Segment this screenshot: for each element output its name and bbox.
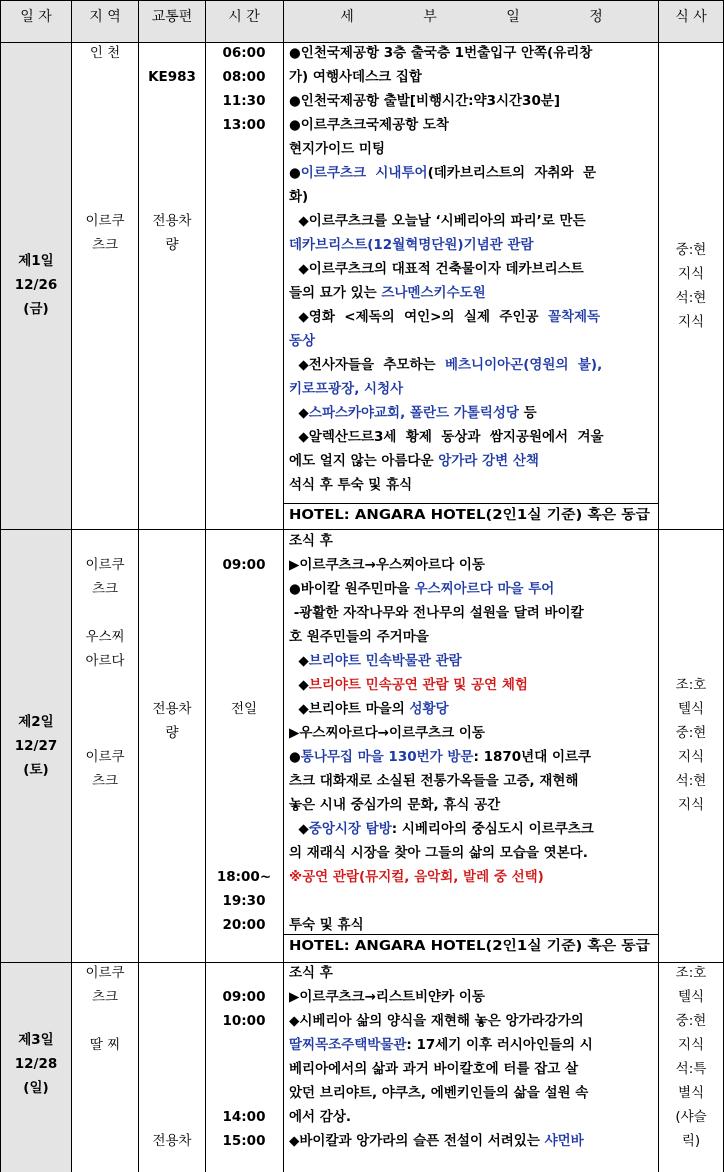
detail-segment: 화) [289,189,309,205]
detail-segment: 들의 묘가 있는 [289,285,382,301]
day2-region-1b: 츠크 [91,581,119,597]
day3-region-2: 딸 찌 [89,1037,121,1053]
detail-segment: 현지가이드 미팅 [289,141,385,157]
detail-line [289,820,595,837]
header-detail-1: 세 [340,9,354,25]
detail-line [289,532,334,549]
detail-segment: 우스찌아르다 마을 투어 [414,581,555,597]
day1-time-1: 06:00 [222,45,266,61]
detail-line [289,604,585,621]
detail-segment: ◆ [289,677,309,693]
header-detail-3: 일 [506,9,520,25]
detail-line [289,580,554,597]
day2-region-1a: 이르쿠 [85,557,125,573]
detail-segment: ● [289,749,301,765]
header-meal: 식 사 [675,9,707,25]
detail-line [289,988,486,1005]
detail-segment: ●인천국제공항 출발[비행시간:약3시간30분] [289,93,561,109]
detail-segment: ◆ [289,821,309,837]
day2-time-3a: 18:00~ [216,869,272,885]
day2-region-3a: 이르쿠 [85,749,125,765]
day1-meal-3: 석:현 [675,290,707,306]
header-date: 일 자 [20,9,52,25]
detail-line [289,452,539,469]
detail-segment: ◆알렉산드르3세 황제 동상과 쌈지공원에서 겨울 [289,429,604,445]
day3-meal-3: 중:현 [675,1013,707,1029]
day2-meal-2: 텔식 [677,701,705,717]
detail-line [289,1012,584,1029]
day2-meal-4: 지식 [677,749,705,765]
detail-segment: ◆이르쿠츠크의 대표적 건축물이자 데카브리스트 [289,261,584,277]
day2-weekday: (토) [23,762,49,778]
day3-weekday: (일) [23,1080,49,1096]
day1-meal-2: 지식 [677,266,705,282]
day2-date: 12/27 [14,738,58,754]
day2-time-3b: 19:30 [222,893,266,909]
detail-line [289,260,585,277]
detail-line [289,1132,585,1149]
detail-line [289,428,605,445]
day3-meal-8: 릭) [681,1133,701,1149]
date-column-background [1,42,71,1172]
detail-line [289,1036,593,1053]
detail-segment: 았던 브리야트, 야쿠츠, 에벤키인들의 삶을 설원 속 [289,1085,589,1101]
detail-segment: ▶이르쿠츠크→우스찌아르다 이동 [289,557,485,573]
day1-region-2b: 츠크 [91,237,119,253]
day2-hotel: HOTEL: ANGARA HOTEL(2인1실 기준) 혹은 동급 [289,938,618,954]
day2-meal-3: 중:현 [675,725,707,741]
day2-time-1: 09:00 [222,557,266,573]
day3-meal-2: 텔식 [677,989,705,1005]
day3-time-2a: 14:00 [222,1109,266,1125]
detail-line [289,164,597,181]
detail-segment: ◆ [289,653,309,669]
detail-segment: 호 원주민들의 주거마을 [289,629,429,645]
day1-time-4: 13:00 [222,117,266,133]
detail-segment: 스파스카야교회, 폴란드 가톨릭성당 [308,405,519,421]
detail-segment: 베리아에서의 삶과 과거 바이칼호에 터를 잡고 살 [289,1061,579,1077]
detail-segment: 투숙 및 휴식 [289,917,364,933]
day3-day: 제3일 [18,1032,54,1048]
detail-line [288,772,578,789]
day2-time-3c: 20:00 [222,917,266,933]
detail-segment: ● [289,165,301,181]
detail-line [288,796,501,813]
detail-segment: 브리야트 민속박물관 관람 [308,653,462,669]
detail-segment: 데카브리스트(12월혁명단원)기념관 관람 [289,237,534,253]
detail-segment: ●이르쿠츠크국제공항 도착 [289,117,449,133]
detail-segment: 중앙시장 탐방 [308,821,392,837]
day1-region-1: 인 천 [89,45,121,61]
detail-segment: ◆ [289,405,309,421]
header-transport: 교통편 [151,9,193,25]
detail-line [289,628,430,645]
detail-line [289,700,450,717]
detail-segment: ●인천국제공항 3층 출국층 1번출입구 안쪽(유리창 [289,45,593,61]
detail-segment: 조식 후 [289,965,333,981]
detail-segment: ●바이칼 원주민마을 [289,581,415,597]
day2-region-3b: 츠크 [91,773,119,789]
detail-segment: : 시베리아의 중심도시 이르쿠츠크 [391,821,594,837]
day2-region-2b: 아르다 [85,653,125,669]
detail-segment: 딸찌목조주택박물관 [289,1037,407,1053]
day1-region-2a: 이르쿠 [85,213,125,229]
day1-day: 제1일 [18,253,54,269]
detail-line [289,844,588,861]
detail-segment: 놓은 시내 중심가의 문화, 휴식 공간 [289,797,501,813]
detail-segment: 통나무집 마을 130번가 방문 [300,749,474,765]
header-detail-4: 정 [589,9,603,25]
day3-region-1a: 이르쿠 [85,965,125,981]
detail-segment: 이르쿠츠크 시내투어 [300,165,428,181]
detail-segment: -광활한 자작나무와 전나무의 설원을 달려 바이칼 [289,605,584,621]
header-detail-2: 부 [423,9,437,25]
detail-segment: 에도 얼지 않는 아름다운 [289,453,439,469]
detail-segment: : 1870년대 이르쿠 [473,749,592,765]
day1-date: 12/26 [14,277,58,293]
detail-segment: 즈나멘스키수도원 [381,285,486,301]
detail-segment: : 17세기 이후 러시아인들의 시 [406,1037,593,1053]
day3-date: 12/28 [14,1056,58,1072]
detail-segment: ▶우스찌아르다→이르쿠츠크 이동 [289,725,485,741]
detail-segment: ◆바이칼과 앙가라의 슬픈 전설이 서려있는 [289,1133,545,1149]
day1-meal-4: 지식 [677,314,705,330]
day1-vehicle-b: 량 [165,237,179,253]
day1-vehicle-a: 전용차 [152,213,192,229]
detail-line [289,1060,579,1077]
detail-line [289,476,412,493]
detail-segment: 브리야트 민속공연 관람 및 공연 체험 [308,677,528,693]
day3-meal-1: 조:호 [675,965,707,981]
detail-line [289,92,560,109]
detail-segment: 조식 후 [289,533,333,549]
detail-segment: 등 [518,405,537,421]
detail-segment: ◆전사자들을 추모하는 [289,357,445,373]
detail-line [289,68,423,85]
day2-meal-6: 지식 [677,797,705,813]
detail-segment: 베츠니이아곤(영원의 불), [444,357,603,373]
detail-line [289,236,534,253]
day3-details [289,964,593,1149]
day3-meal-4: 지식 [677,1037,705,1053]
detail-line [289,356,602,373]
day1-time-2: 08:00 [222,69,266,85]
detail-segment: ◆시베리아 삶의 양식을 재현해 놓은 앙가라강가의 [289,1013,584,1029]
detail-segment: 동상 [289,333,316,349]
detail-segment: 앙가라 강변 산책 [438,453,539,469]
detail-segment: 가) 여행사데스크 집합 [289,69,422,85]
detail-line [289,748,592,765]
day1-meal-1: 중:현 [675,242,707,258]
detail-line [289,916,364,933]
detail-line [289,676,528,693]
day2-day: 제2일 [18,714,54,730]
day3-meal-7: (샤슬 [675,1109,707,1125]
day3-meal-5: 석:특 [675,1061,707,1077]
header-time: 시 간 [228,9,260,25]
detail-line [289,724,486,741]
day3-meal-6: 별식 [677,1085,705,1101]
day2-region-2a: 우스찌 [85,629,125,645]
day3-region-1b: 츠크 [91,989,119,1005]
detail-segment: ◆영화 <제독의 여인>의 실제 주인공 [289,309,548,325]
detail-line [289,140,385,157]
detail-line [289,212,587,229]
detail-line [289,308,601,325]
detail-segment: (데카브리스트의 자취와 문 [427,165,596,181]
day1-hotel: HOTEL: ANGARA HOTEL(2인1실 기준) 혹은 동급 [289,507,618,523]
day1-details [288,44,605,493]
detail-segment: 샤먼바 [544,1133,584,1149]
detail-line [289,1084,589,1101]
day2-vehicle-b: 량 [165,725,179,741]
day2-meal-5: 석:현 [675,773,707,789]
detail-segment: ▶이르쿠츠크→리스트비얀카 이동 [289,989,485,1005]
detail-line [289,116,450,133]
detail-line [289,44,593,61]
detail-segment: ※공연 관람(뮤지컬, 음악회, 발레 중 선택) [289,869,544,885]
detail-line [289,404,538,421]
day1-flight: KE983 [148,69,196,85]
detail-segment: ◆이르쿠츠크를 오늘날 ‘시베리아의 파리’로 만든 [289,213,586,229]
detail-segment: 키로프광장, 시청사 [289,381,404,397]
day3-time-1b: 10:00 [222,1013,266,1029]
detail-segment: 성황당 [409,701,449,717]
detail-line [289,652,463,669]
detail-line [289,556,486,573]
detail-line [289,868,544,885]
detail-line [289,332,316,349]
day1-weekday: (금) [23,301,49,317]
detail-line [289,964,334,981]
detail-segment: ◆브리야트 마을의 [289,701,410,717]
day1-time-3: 11:30 [222,93,266,109]
detail-line [288,188,308,205]
header-region: 지 역 [89,9,121,25]
day3-time-1a: 09:00 [222,989,266,1005]
day2-time-2: 전일 [230,701,258,717]
detail-segment: 에서 감상. [289,1109,351,1125]
detail-segment: 꼴착제독 [547,309,601,325]
day3-vehicle: 전용차 [152,1133,192,1149]
detail-line [288,284,486,301]
day2-meal-1: 조:호 [675,677,707,693]
day2-vehicle-a: 전용차 [152,701,192,717]
detail-segment: 의 재래식 시장을 찾아 그들의 삶의 모습을 엿본다. [289,845,588,861]
detail-segment: 츠크 대화재로 소실된 전통가옥들을 고증, 재현해 [289,773,579,789]
detail-line [289,1108,351,1125]
day3-time-2b: 15:00 [222,1133,266,1149]
detail-segment: 석식 후 투숙 및 휴식 [289,477,413,493]
detail-line [289,380,404,397]
